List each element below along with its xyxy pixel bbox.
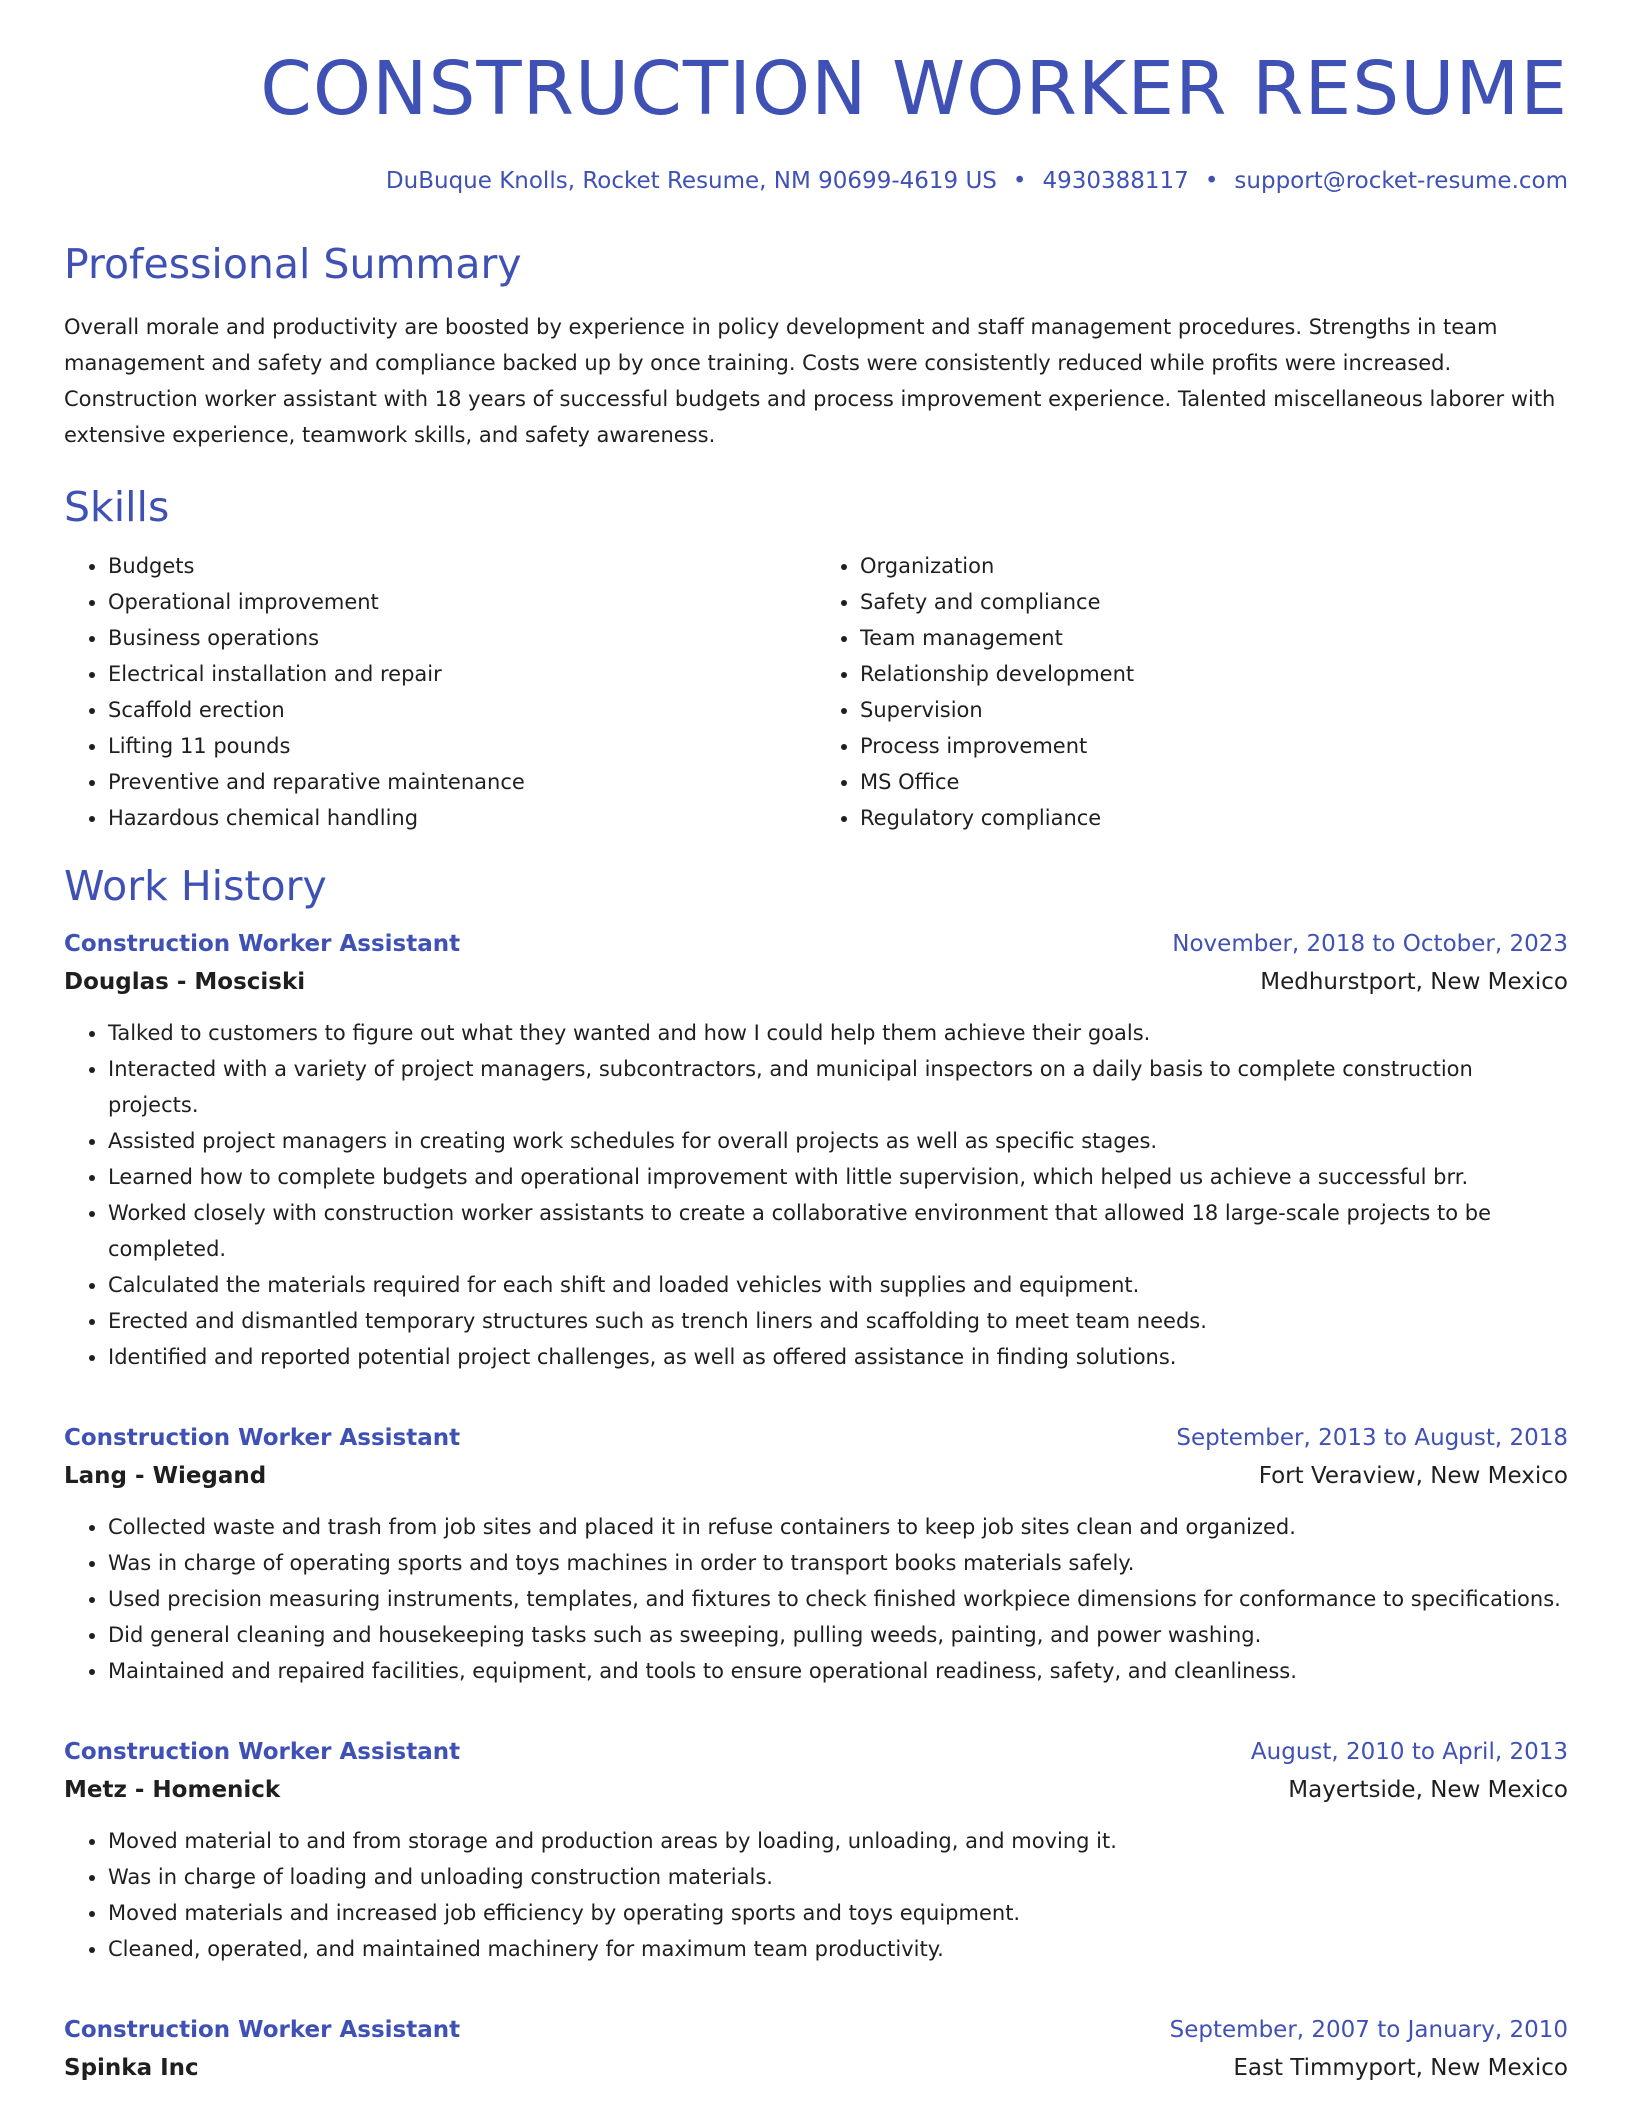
- contact-email: support@rocket-resume.com: [1234, 168, 1568, 194]
- summary-text: Overall morale and productivity are boosted by experience in policy development and staff management procedures. Strengths in team management and safety and compliance backed up by once training. Costs were consistently reduced while profits were increased. Construction worker assistant with 18 years of successful budgets and process improvement experience. Talented miscellaneous laborer with extensive experience, teamwork skills, and safety awareness.: [64, 314, 1556, 447]
- job-company-row: [64, 1771, 1568, 1809]
- job-title: Construction Worker Assistant: [64, 931, 461, 958]
- job-dates: August, 2010 to April, 2013: [1250, 1739, 1568, 1766]
- job-bullet: • Assisted project managers in creating work schedules for overall projects as well as specific stages.: [108, 1123, 1568, 1159]
- job-bullet: • Maintained and repaired facilities, equipment, and tools to ensure operational readiness, safety, and cleanliness.: [108, 1653, 1568, 1689]
- job-location: Mayertside, New Mexico: [1288, 1777, 1568, 1804]
- job-title: Construction Worker Assistant: [64, 1425, 461, 1452]
- job-bullets: [64, 1015, 1568, 1375]
- contact-line: [64, 168, 1568, 196]
- job-entry: [64, 1733, 1568, 1967]
- job-header-row: [64, 925, 1568, 963]
- skill-item: • Business operations: [108, 620, 816, 656]
- skill-item: • Lifting 11 pounds: [108, 728, 816, 764]
- job-bullet: • Was in charge of loading and unloading construction materials.: [108, 1859, 1568, 1895]
- contact-separator: •: [1204, 168, 1219, 194]
- job-bullet: • Erected and dismantled temporary structures such as trench liners and scaffolding to meet team needs.: [108, 1303, 1568, 1339]
- job-company: Douglas - Mosciski: [64, 969, 306, 996]
- skill-item: • Regulatory compliance: [860, 800, 1568, 836]
- job-bullet: • Interacted with a variety of project managers, subcontractors, and municipal inspectors on a daily basis to complete construction projects.: [108, 1051, 1568, 1123]
- job-header-row: [64, 2011, 1568, 2049]
- skill-item: • Relationship development: [860, 656, 1568, 692]
- job-bullet: • Used precision measuring instruments, templates, and fixtures to check finished workpiece dimensions for conformance to specifications.: [108, 1581, 1568, 1617]
- job-bullet: • Did general cleaning and housekeeping tasks such as sweeping, pulling weeds, painting, and power washing.: [108, 1617, 1568, 1653]
- skills-section: [64, 483, 1568, 836]
- job-dates: September, 2007 to January, 2010: [1169, 2017, 1568, 2044]
- resume-title: CONSTRUCTION WORKER RESUME: [260, 46, 1568, 132]
- job-title: Construction Worker Assistant: [64, 1739, 461, 1766]
- job-bullet: • Cleaned, operated, and maintained machinery for maximum team productivity.: [108, 1931, 1568, 1967]
- contact-address: DuBuque Knolls, Rocket Resume, NM 90699-4619 US: [385, 168, 997, 194]
- job-bullet: • Moved materials and increased job efficiency by operating sports and toys equipment.: [108, 1895, 1568, 1931]
- job-header-row: [64, 1733, 1568, 1771]
- job-bullet: • Was in charge of operating sports and toys machines in order to transport books materials safely.: [108, 1545, 1568, 1581]
- summary-heading: Professional Summary: [64, 239, 522, 288]
- skill-item: • Operational improvement: [108, 584, 816, 620]
- skill-item: • Electrical installation and repair: [108, 656, 816, 692]
- job-bullet: • Identified and reported potential project challenges, as well as offered assistance in finding solutions.: [108, 1339, 1568, 1375]
- skill-item: • MS Office: [860, 764, 1568, 800]
- job-location: Fort Veraview, New Mexico: [1258, 1463, 1568, 1490]
- job-entry: [64, 1419, 1568, 1689]
- skills-list-right: [816, 548, 1568, 836]
- skills-grid: [64, 548, 1568, 836]
- job-bullet: • Worked closely with construction worker assistants to create a collaborative environment that allowed 18 large-scale projects to be completed.: [108, 1195, 1568, 1267]
- job-bullet: • Collected waste and trash from job sites and placed it in refuse containers to keep job sites clean and organized.: [108, 1509, 1568, 1545]
- job-company: Metz - Homenick: [64, 1777, 281, 1804]
- job-dates: September, 2013 to August, 2018: [1176, 1425, 1568, 1452]
- contact-phone: 4930388117: [1042, 168, 1189, 194]
- job-bullets: [64, 1823, 1568, 1967]
- work-history-section: [64, 862, 1568, 2087]
- job-header-row: [64, 1419, 1568, 1457]
- contact-separator: •: [1012, 168, 1027, 194]
- skill-item: • Safety and compliance: [860, 584, 1568, 620]
- job-location: Medhurstport, New Mexico: [1260, 969, 1568, 996]
- skill-item: • Hazardous chemical handling: [108, 800, 816, 836]
- job-title: Construction Worker Assistant: [64, 2017, 461, 2044]
- skills-heading: Skills: [64, 482, 170, 531]
- skill-item: • Preventive and reparative maintenance: [108, 764, 816, 800]
- skill-item: • Organization: [860, 548, 1568, 584]
- job-bullet: • Calculated the materials required for each shift and loaded vehicles with supplies and equipment.: [108, 1267, 1568, 1303]
- job-company: Lang - Wiegand: [64, 1463, 267, 1490]
- work-history-heading: Work History: [64, 861, 327, 910]
- job-dates: November, 2018 to October, 2023: [1172, 931, 1568, 958]
- job-company-row: [64, 1457, 1568, 1495]
- job-bullets: [64, 1509, 1568, 1689]
- job-bullet: • Talked to customers to figure out what they wanted and how I could help them achieve their goals.: [108, 1015, 1568, 1051]
- skill-item: • Team management: [860, 620, 1568, 656]
- skill-item: • Scaffold erection: [108, 692, 816, 728]
- job-company-row: [64, 2049, 1568, 2087]
- summary-section: [64, 240, 1568, 453]
- job-bullet: • Learned how to complete budgets and operational improvement with little supervision, which helped us achieve a successful brr.: [108, 1159, 1568, 1195]
- job-location: East Timmyport, New Mexico: [1233, 2055, 1568, 2082]
- job-company: Spinka Inc: [64, 2055, 199, 2082]
- skill-item: • Budgets: [108, 548, 816, 584]
- skills-list-left: [64, 548, 816, 836]
- skill-item: • Supervision: [860, 692, 1568, 728]
- job-entry: [64, 925, 1568, 1375]
- job-entry: [64, 2011, 1568, 2087]
- skill-item: • Process improvement: [860, 728, 1568, 764]
- job-bullet: • Moved material to and from storage and production areas by loading, unloading, and moving it.: [108, 1823, 1568, 1859]
- job-company-row: [64, 963, 1568, 1001]
